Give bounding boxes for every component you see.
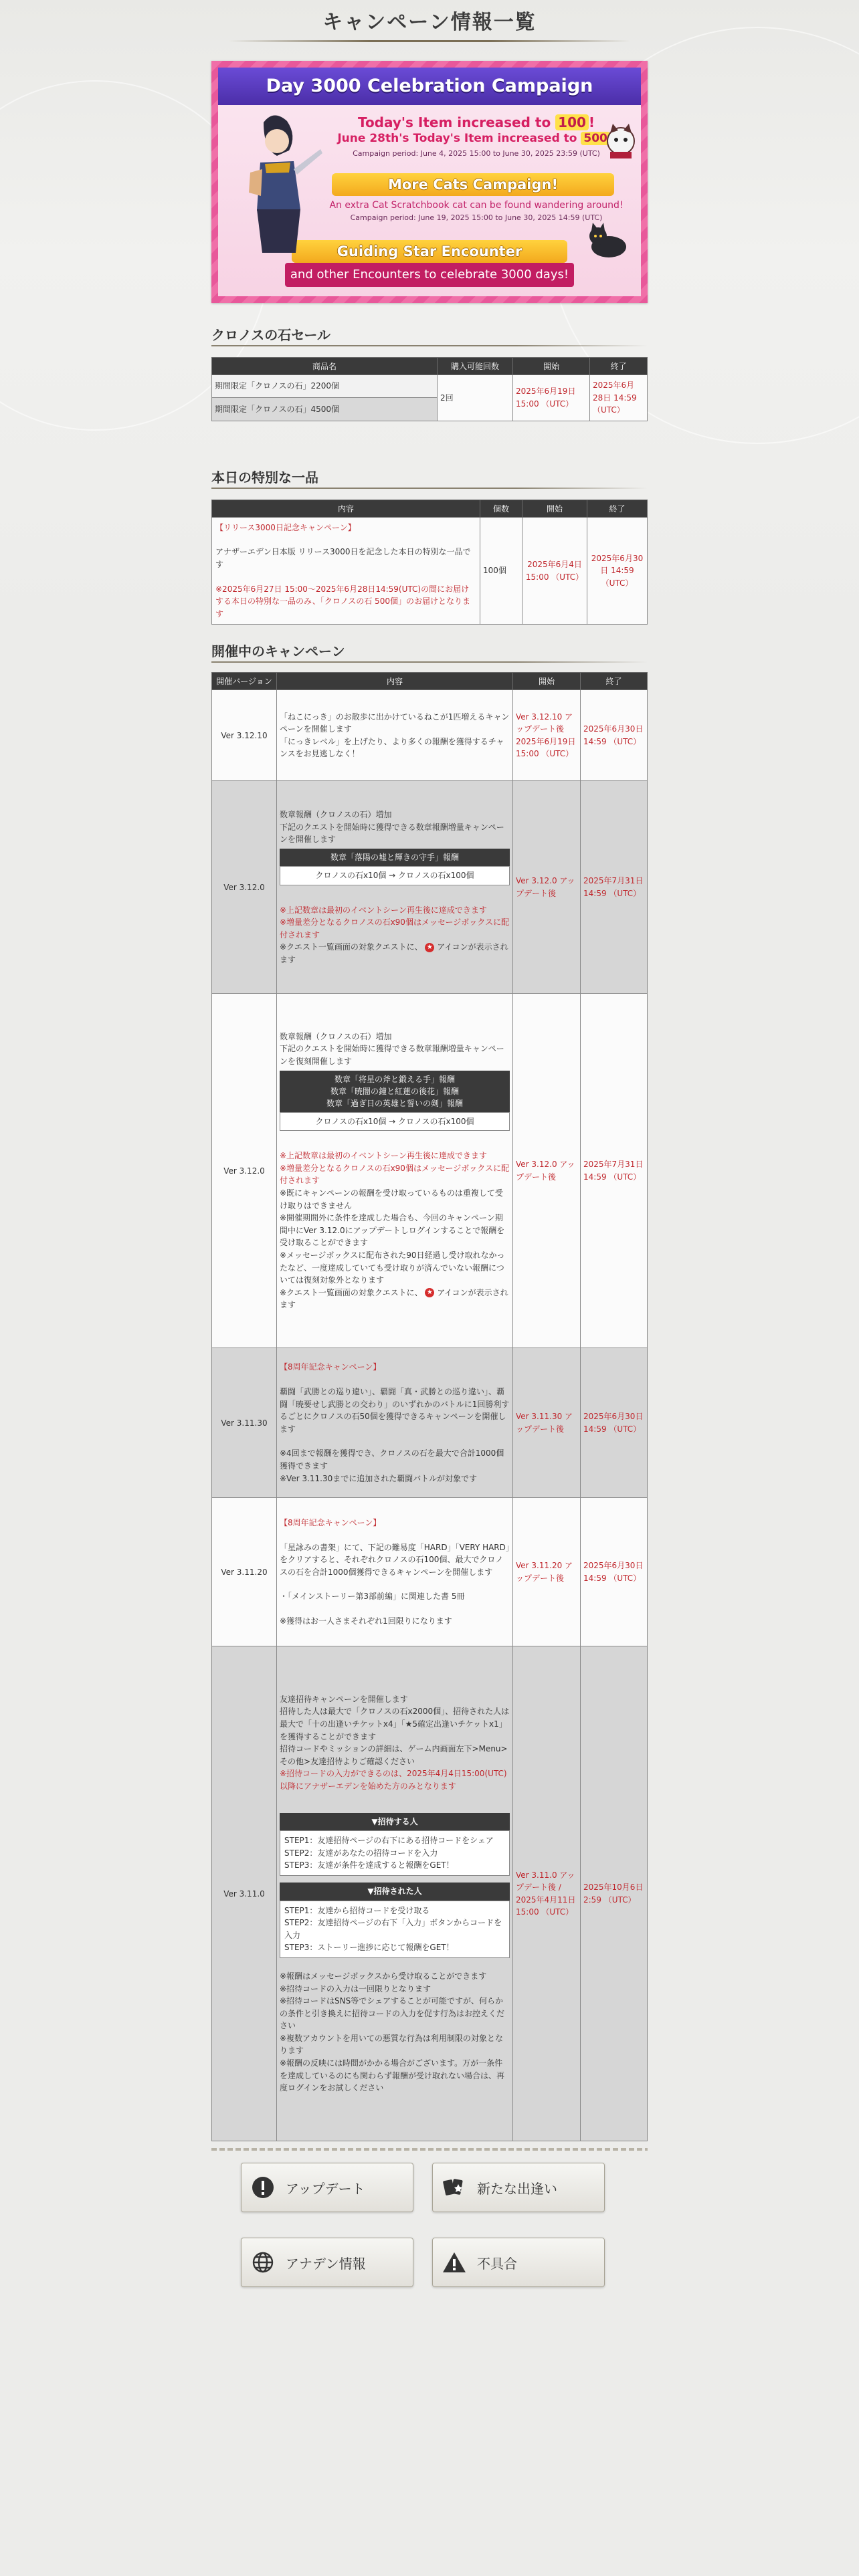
row-version: Ver 3.11.0 — [212, 1646, 277, 2141]
row-end: 2025年7月31日 14:59 （UTC） — [581, 994, 648, 1348]
banner-inner — [218, 68, 641, 296]
row-intro: 数章報酬（クロノスの石）増加 下記のクエストを開始時に獲得できる数章報酬増量キャンペーンを開催します — [280, 810, 504, 845]
sale-header-row — [212, 358, 648, 375]
row-version: Ver 3.11.30 — [212, 1348, 277, 1498]
header-content: 内容 — [277, 673, 513, 690]
row-note-text: アイコンが表示されます — [280, 1287, 508, 1310]
row-end: 2025年7月31日 14:59 （UTC） — [581, 781, 648, 994]
cat-mascot-icon — [603, 121, 638, 161]
quest-line: 数章「将星の斧と鍛える手」報酬 — [334, 1074, 455, 1084]
row-note: ※上記数章は最初のイベントシーン再生後に達成できます — [280, 1151, 487, 1161]
row-start: Ver 3.11.0 アップデート後 / 2025年4月11日 15:00 （UTC） — [513, 1646, 581, 2141]
special-body: アナザーエデン日本版 リリース3000日を記念した本日の特別な一品です — [215, 547, 471, 569]
row-version: Ver 3.12.0 — [212, 781, 277, 994]
header-item-name: 商品名 — [212, 358, 438, 375]
row-version: Ver 3.12.10 — [212, 690, 277, 781]
row-note — [280, 1287, 510, 1311]
row-content — [277, 1348, 513, 1498]
banner-encounter-title: Guiding Star Encounter — [292, 240, 567, 263]
banner-line1-number: 100 — [555, 114, 589, 130]
row-note-text: アイコンが表示されます — [280, 942, 508, 964]
table-row — [212, 1646, 648, 2141]
character-illustration — [223, 109, 324, 263]
warning-icon — [442, 2250, 466, 2274]
new-encounter-button-label: 新たな出逢い — [477, 2180, 557, 2197]
row-content — [277, 690, 513, 781]
header-end: 終了 — [590, 358, 648, 375]
row-content — [277, 781, 513, 994]
sale-item-name: 期間限定「クロノスの石」2200個 — [212, 375, 438, 398]
reward-box: クロノスの石x10個 → クロノスの石x100個 — [280, 866, 510, 885]
table-row — [212, 781, 648, 994]
row-note: ※増量差分となるクロノスの石x90個はメッセージボックスに配付されます — [280, 1163, 510, 1186]
header-end: 終了 — [587, 500, 648, 517]
row-start: Ver 3.11.30 アップデート後 — [513, 1348, 581, 1498]
header-purchase-count: 購入可能回数 — [438, 358, 513, 375]
main-content — [211, 61, 648, 2311]
ongoing-header-row — [212, 673, 648, 690]
header-content: 内容 — [212, 500, 480, 517]
row-text: 「星詠みの書架」にて、下記の難易度「HARD」「VERY HARD」をクリアすると、それぞれクロノスの石100個、最大でクロノスの石を合計1000個獲得できるキャンペーンを開催します — [280, 1542, 510, 1577]
row-version: Ver 3.11.20 — [212, 1498, 277, 1646]
banner-line1-end: ! — [588, 114, 595, 130]
table-row — [212, 517, 648, 625]
row-list: ・「メインストーリー第3部前編」に関連した書 5冊 — [280, 1592, 465, 1602]
header-start: 開始 — [513, 673, 581, 690]
table-row — [212, 1348, 648, 1498]
page-title: キャンペーン情報一覧 — [322, 11, 537, 34]
banner-line2-text: June 28th's Today's Item increased to — [337, 132, 581, 145]
header-version: 開催バージョン — [212, 673, 277, 690]
banner-line1 — [318, 114, 634, 130]
banner-line2-number: 500 — [581, 132, 610, 145]
row-red-note: ※招待コードの入力ができるのは、2025年4月4日15:00(UTC)以降にアナザーエデンを始めた方のみとなります — [280, 1769, 507, 1791]
sale-end: 2025年6月28日 14:59 （UTC） — [590, 375, 648, 421]
sale-table — [211, 357, 648, 421]
special-header-row — [212, 500, 648, 517]
ongoing-table — [211, 672, 648, 2141]
special-section-title: 本日の特別な一品 — [211, 467, 648, 490]
banner-cats-text: An extra Cat Scratchbook cat can be found wandering around! — [329, 200, 624, 211]
bug-report-button[interactable] — [432, 2238, 605, 2287]
special-start: 2025年6月4日 15:00 （UTC） — [522, 517, 587, 625]
row-note: ※上記数章は最初のイベントシーン再生後に達成できます — [280, 905, 487, 915]
row-start: Ver 3.11.20 アップデート後 — [513, 1498, 581, 1646]
inviter-label: ▼招待する人 — [280, 1813, 510, 1831]
row-end: 2025年6月30日 14:59 （UTC） — [581, 690, 648, 781]
ongoing-section-title: 開催中のキャンペーン — [211, 641, 648, 664]
banner-period2: Campaign period: June 19, 2025 15:00 to June 30, 2025 14:59 (UTC) — [350, 213, 603, 222]
row-content — [277, 994, 513, 1348]
table-row — [212, 994, 648, 1348]
header-start: 開始 — [522, 500, 587, 517]
row-end: 2025年10月6日 2:59 （UTC） — [581, 1646, 648, 2141]
row-note: ※増量差分となるクロノスの石x90個はメッセージボックスに配付されます — [280, 918, 510, 940]
row-end: 2025年6月30日 14:59 （UTC） — [581, 1348, 648, 1498]
update-button[interactable] — [241, 2163, 413, 2212]
inviter-steps: STEP1：友達招待ページの右下にある招待コードをシェア STEP2：友達があなたの招待コードを入力 STEP3：友達が条件を達成すると報酬をGET！ — [280, 1830, 510, 1876]
row-note: ※4回まで報酬を獲得でき、クロノスの石を最大で合計1000個獲得できます ※Ver 3.11.30までに追加された覇闘バトルが対象です — [280, 1448, 504, 1483]
row-tag: 【8周年記念キャンペーン】 — [280, 1518, 381, 1528]
special-count: 100個 — [480, 517, 522, 625]
banner-period1: Campaign period: June 4, 2025 15:00 to June 30, 2025 23:59 (UTC) — [353, 149, 600, 158]
new-encounter-button[interactable] — [432, 2163, 605, 2212]
invitee-label: ▼招待された人 — [280, 1883, 510, 1901]
row-version: Ver 3.12.0 — [212, 994, 277, 1348]
banner-cats-title: More Cats Campaign! — [332, 173, 614, 196]
banner-line2 — [318, 132, 634, 145]
update-button-label: アップデート — [286, 2180, 365, 2197]
black-cat-icon — [585, 221, 632, 261]
table-row — [212, 1498, 648, 1646]
row-note-text: ※クエスト一覧画面の対象クエストに、 — [280, 942, 423, 952]
row-note: ※獲得はお一人さまそれぞれ1回限りになります — [280, 1616, 452, 1626]
row-note — [280, 941, 510, 966]
banner-header: Day 3000 Celebration Campaign — [218, 68, 641, 105]
row-tag: 【8周年記念キャンペーン】 — [280, 1362, 381, 1372]
quest-box: 数章「落陽の墟と輝きの守手」報酬 — [280, 849, 510, 866]
row-text: 覇闘「武勝との巡り違い」、覇闘「真・武勝との巡り違い」、覇闘「暁要せし武勝との交わり」のいずれかのバトルに1回勝利するごとにクロノスの石50個を獲得できるキャンペーンを開催します — [280, 1387, 510, 1434]
special-tag: 【リリース3000日記念キャンペーン】 — [215, 522, 356, 532]
special-content — [212, 517, 480, 625]
row-content — [277, 1646, 513, 2141]
row-start: Ver 3.12.10 アップデート後 2025年6月19日 15:00 （UTC） — [513, 690, 581, 781]
globe-icon — [251, 2250, 275, 2274]
header-start: 開始 — [513, 358, 590, 375]
banner-encounter-sub: and other Encounters to celebrate 3000 days! — [285, 263, 574, 287]
row-notes: ※報酬はメッセージボックスから受け取ることができます ※招待コードの入力は一回限りとなります ※招待コードはSNS等でシェアすることが可能ですが、何らかの条件と引き換えに招待コードの入力を促す行為はお控えください ※複数アカウントを用いての悪質な行為は利用制限の対象となります ※報酬の反映には時間がかかる場合がございます。万が一条件を達成しているのにも関わらず報酬が受け取れない場合は、再度ログインをお試しください — [280, 1971, 505, 2093]
row-note: ※既にキャンペーンの報酬を受け取っているものは重複して受け取りはできません ※開催期間外に条件を達成した場合も、今回のキャンペーン期間中にVer 3.12.0にアップデートしログインすることで報酬を受け取ることができます ※メッセージボックスに配布された90日経過し受け取れなかったなど、一度達成していても受け取りが済んでいない報酬については復刻対象外となります — [280, 1188, 505, 1285]
quest-line: 数章「過ぎ日の英雄と誓いの剣」報酬 — [326, 1098, 463, 1108]
sale-start: 2025年6月19日 15:00 （UTC） — [513, 375, 590, 421]
bug-report-button-label: 不具合 — [477, 2255, 517, 2272]
sale-section-title: クロノスの石セール — [211, 324, 648, 348]
row-start: Ver 3.12.0 アップデート後 — [513, 994, 581, 1348]
invitee-steps: STEP1：友達から招待コードを受け取る STEP2：友達招待ページの右下「入力」ボタンからコードを入力 STEP3：ストーリー進捗に応じて報酬をGET！ — [280, 1901, 510, 1958]
special-note: ※2025年6月27日 15:00～2025年6月28日14:59(UTC)の間にお届けする本日の特別な一品のみ、「クロノスの石 500個」のお届けとなります — [215, 584, 470, 619]
row-start: Ver 3.12.0 アップデート後 — [513, 781, 581, 994]
cards-icon — [442, 2175, 466, 2199]
footer-nav — [211, 2151, 648, 2311]
row-intro: 友達招待キャンペーンを開催します 招待した人は最大で「クロノスの石x2000個」、招待された人は最大で「十の出逢いチケットx4」「★5確定出逢いチケットx1」を獲得することができます 招待コードやミッションの詳細は、ゲーム内画面左下>Menu>その他>友達招待よりご確認ください — [280, 1694, 510, 1766]
row-intro: 数章報酬（クロノスの石）増加 下記のクエストを開始時に獲得できる数章報酬増量キャンペーンを復刻開催します — [280, 1031, 504, 1066]
campaign-mark-icon: ★ — [425, 1288, 434, 1297]
anaden-info-button-label: アナデン情報 — [286, 2255, 366, 2272]
exclamation-icon — [251, 2175, 275, 2199]
campaign-banner[interactable] — [211, 61, 648, 303]
header-end: 終了 — [581, 673, 648, 690]
table-row — [212, 690, 648, 781]
header-count: 個数 — [480, 500, 522, 517]
row-note-text: ※クエスト一覧画面の対象クエストに、 — [280, 1287, 423, 1297]
special-end: 2025年6月30日 14:59 （UTC） — [587, 517, 648, 625]
row-text: 「ねこにっき」のお散歩に出かけているねこが1匹増えるキャンペーンを開催します 「にっきレベル」を上げたり、より多くの報酬を獲得するチャンスをお見逃しなく！ — [280, 712, 510, 759]
table-row — [212, 375, 648, 398]
sale-count: 2回 — [438, 375, 513, 421]
banner-line1-text: Today's Item increased to — [357, 114, 556, 130]
quest-box — [280, 1071, 510, 1112]
special-table — [211, 500, 648, 625]
anaden-info-button[interactable] — [241, 2238, 413, 2287]
title-divider — [229, 40, 630, 42]
campaign-mark-icon: ★ — [425, 943, 434, 952]
sale-item-name: 期間限定「クロノスの石」4500個 — [212, 398, 438, 421]
reward-box: クロノスの石x10個 → クロノスの石x100個 — [280, 1112, 510, 1132]
quest-line: 数章「暁闇の鐘と紅蓮の後花」報酬 — [330, 1086, 459, 1096]
row-content — [277, 1498, 513, 1646]
row-end: 2025年6月30日 14:59 （UTC） — [581, 1498, 648, 1646]
